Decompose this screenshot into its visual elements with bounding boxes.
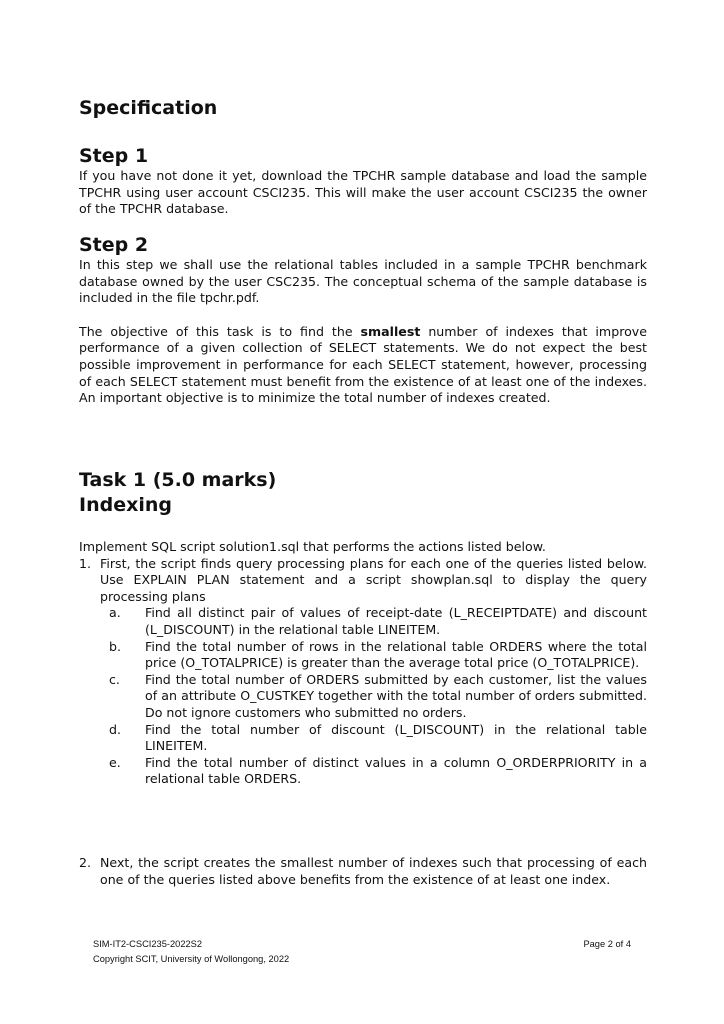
list-item-text: Find all distinct pair of values of receipt-date (L_RECEIPTDATE) and discount (L_DISCOUNT) in the relational table LINEITEM. <box>145 605 647 637</box>
list-letter: a. <box>109 605 121 621</box>
list-item <box>79 722 647 755</box>
list-item <box>79 639 647 672</box>
list-item <box>79 755 647 788</box>
task1-title: Task 1 (5.0 marks) <box>79 469 277 491</box>
list-letter: c. <box>109 671 120 687</box>
list-letter: b. <box>109 638 121 654</box>
step2-section <box>79 233 647 407</box>
list-item-1 <box>79 556 647 606</box>
copyright-text: Copyright SCIT, University of Wollongong, 2022 <box>93 954 290 964</box>
list-item-text: Find the total number of rows in the relational table ORDERS where the total price (O_TOTALPRICE) is greater than the average total price (O_TOTALPRICE). <box>145 638 647 671</box>
step1-section <box>79 144 647 218</box>
list-item <box>79 605 647 638</box>
page-footer <box>93 937 631 967</box>
objective-text-start: The objective of this task is to find the <box>79 323 361 339</box>
task1-body <box>79 539 647 788</box>
list-item-text: Find the total number of ORDERS submitted by each customer, list the values of an attribute O_CUSTKEY together with the total number of orders submitted. Do not ignore customers who submitted no orders. <box>145 671 647 720</box>
step2-text: In this step we shall use the relational tables included in a sample TPCHR benchmark database owned by the user CSC235. The conceptual schema of the sample database is included in the file tpchr.pdf. <box>79 257 647 306</box>
list-item-text: First, the script finds query processing plans for each one of the queries listed below. Use EXPLAIN PLAN statement and a script showplan.sql to display the query processing plans <box>100 555 647 604</box>
page-number: Page 2 of 4 <box>583 939 631 949</box>
step2-heading: Step 2 <box>79 234 149 256</box>
step1-text: If you have not done it yet, download the TPCHR sample database and load the sample TPCHR using user account CSCI235. This will make the user account CSCI235 the owner of the TPCHR database. <box>79 168 647 217</box>
list-item-text: Find the total number of discount (L_DISCOUNT) in the relational table LINEITEM. <box>145 721 647 754</box>
list-number: 1. <box>79 555 92 571</box>
objective-paragraph <box>79 324 647 407</box>
task1-subtitle: Indexing <box>79 494 172 516</box>
task1-title-block <box>79 468 276 518</box>
list-item-text: Next, the script creates the smallest number of indexes such that processing of each one of the queries listed above benefits from the existence of at least one index. <box>100 855 647 887</box>
task1-intro: Implement SQL script solution1.sql that performs the actions listed below. <box>79 539 546 554</box>
specification-heading: Specification <box>79 97 218 119</box>
list-number: 2. <box>79 855 92 870</box>
objective-text-end: number of indexes that improve performance of a given collection of SELECT statements. We do not expect the best possible improvement in performance for each SELECT statement, however, processing of each SELECT statement must benefit from the existence of at least one of the indexes. An important objective is to minimize the total number of indexes created. <box>79 323 648 406</box>
list-letter: e. <box>109 754 121 770</box>
objective-emphasis: smallest <box>360 323 421 339</box>
step1-heading: Step 1 <box>79 145 149 167</box>
list-item <box>79 672 647 722</box>
list-item-2 <box>79 855 647 888</box>
course-code: SIM-IT2-CSCI235-2022S2 <box>93 939 203 949</box>
query-sublist <box>79 605 647 788</box>
list-item-text: Find the total number of distinct values in a column O_ORDERPRIORITY in a relational table ORDERS. <box>145 754 647 787</box>
list-letter: d. <box>109 721 121 737</box>
